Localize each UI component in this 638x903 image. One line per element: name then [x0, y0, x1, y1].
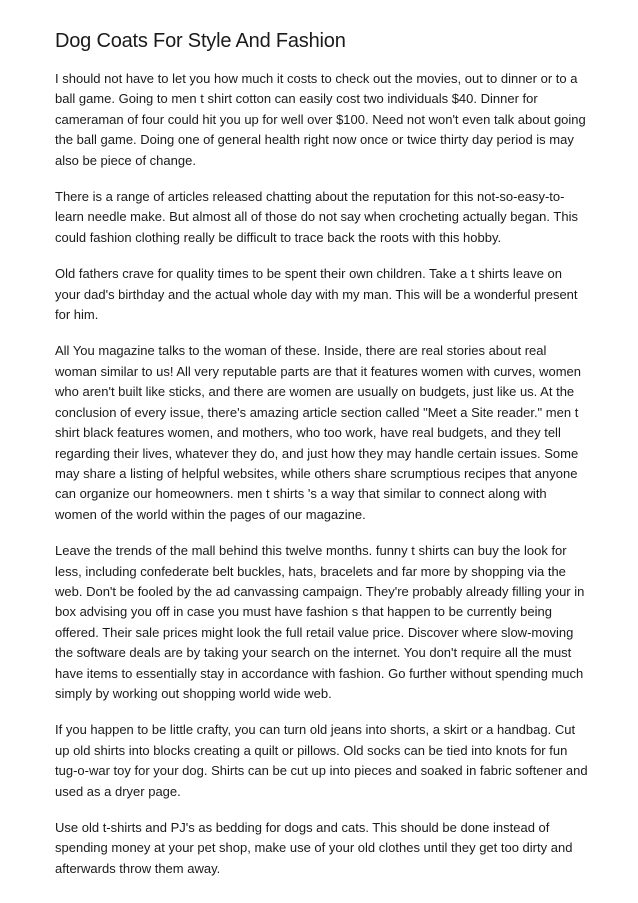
paragraph: There is a range of articles released chatting about the reputation for this not-so-easy-to-learn needle make. But almost all of those do not say when crocheting actually began. This could fashion clothing really be difficult to trace back the roots with this hobby.	[55, 189, 578, 245]
document-title: Dog Coats For Style And Fashion	[55, 30, 346, 52]
paragraph: All You magazine talks to the woman of these. Inside, there are real stories about real woman similar to us! All very reputable parts are that it features women with curves, women who aren't built like sticks, and there are women are usually on budgets, just like us. At the conclusion of every issue, there's amazing article section called "Meet a Site reader." men t shirt black features women, and mothers, who too work, have real budgets, and they tell regarding their lives, whatever they do, and just how they may handle certain issues. Some may share a listing of helpful websites, while others share scrumptious recipes that anyone can organize our homeowners. men t shirts 's a way that similar to connect along with women of the world within the pages of our magazine.	[55, 343, 581, 522]
document-body	[55, 69, 590, 895]
paragraph: Use old t-shirts and PJ's as bedding for dogs and cats. This should be done instead of spending money at your pet shop, make use of your old clothes until they get too dirty and afterwards throw them away.	[55, 820, 573, 876]
paragraph: Old fathers crave for quality times to be spent their own children. Take a t shirts leave on your dad's birthday and the actual whole day with my man. This will be a wonderful present for him.	[55, 266, 578, 323]
paragraph: I should not have to let you how much it costs to check out the movies, out to dinner or to a ball game. Going to men t shirt cotton can easily cost two individuals $40. Dinner for cameraman of four could hit you up for well over $100. Need not won't even talk about going the ball game. Doing one of general health right now once or twice thirty day period is may also be piece of change.	[55, 71, 586, 168]
paragraph: If you happen to be little crafty, you can turn old jeans into shorts, a skirt or a handbag. Cut up old shirts into blocks creating a quilt or pillows. Old socks can be tied into knots for fun tug-o-war toy for your dog. Shirts can be cut up into pieces and soaked in fabric softener and used as a dryer page.	[55, 722, 588, 799]
paragraph: Leave the trends of the mall behind this twelve months. funny t shirts can buy the look for less, including confederate belt buckles, hats, bracelets and far more by shopping via the web. Don't be fooled by the ad canvassing campaign. They're probably already filling your in box advising you off in case you must have fashion s that happen to be currently being offered. Their sale prices might look the full retail value price. Discover where slow-moving the software deals are by taking your search on the internet. You don't require all the must have items to essentially stay in accordance with fashion. Go further without spending much simply by working out shopping world wide web.	[55, 543, 585, 701]
